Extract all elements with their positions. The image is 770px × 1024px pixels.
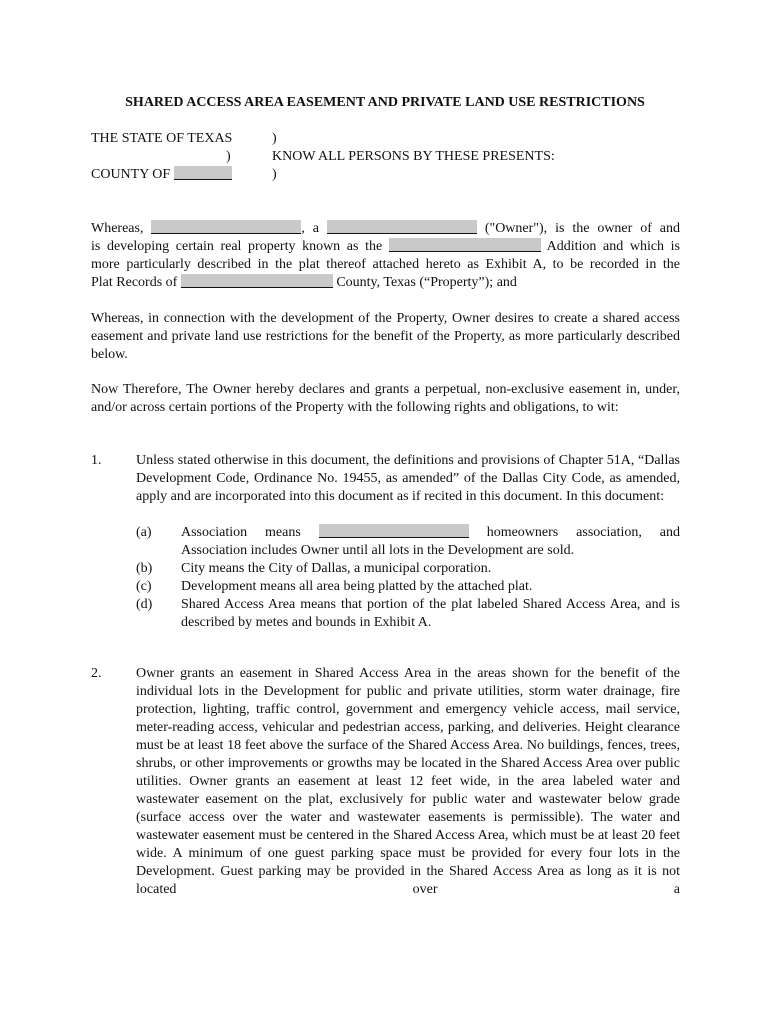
definition-label: (b) [136,561,153,576]
section-2 [91,665,680,899]
paren-2: ) [226,149,231,164]
addition-name-field[interactable] [389,238,541,252]
whereas-line-1: Whereas, , a ("Owner"), is the owner of and [91,221,680,236]
definition-d: (d) Shared Access Area means that portion of the plat labeled Shared Access Area, and is described by metes and bounds in Exhibit A. [136,597,680,630]
paren-3: ) [272,167,277,182]
section-number: 1. [91,453,102,468]
definition-b: (b) City means the City of Dallas, a municipal corporation. [136,561,492,576]
whereas-paragraph-1 [91,220,680,292]
definition-label: (a) [136,525,152,540]
definition-c: (c) Development means all area being platted by the attached plat. [136,579,533,594]
county-text: COUNTY OF [91,167,171,182]
definition-label: (c) [136,579,152,594]
now-therefore-paragraph: Now Therefore, The Owner hereby declares and grants a perpetual, non-exclusive easement in, under, and/or across certain portions of the Property with the following rights and obligations, to wit: [91,382,680,415]
whereas-line-2: is developing certain real property known as the Addition and which is [91,239,680,254]
association-name-field[interactable] [319,524,469,538]
paren-1: ) [272,131,277,146]
definition-a: (a) Association means homeowners association, and Association includes Owner until all lots in the Development are sold. [136,525,681,558]
definition-label: (d) [136,597,153,612]
whereas-paragraph-2: Whereas, in connection with the development of the Property, Owner desires to create a shared access easement and private land use restrictions for the benefit of the Property, as more particularly described below. [91,311,680,362]
section-1 [91,452,680,632]
plat-county-field[interactable] [181,274,333,288]
document-title: SHARED ACCESS AREA EASEMENT AND PRIVATE LAND USE RESTRICTIONS [125,95,645,110]
section-text: Owner grants an easement in Shared Access Area in the areas shown for the benefit of the individual lots in the Development for public and private utilities, storm water drainage, fire protection, lighting, traffic control, government and emergency vehicle access, mail service, meter-reading access, vehicular and pedestrian access, parking, and deliveries. Height clearance must be at least 18 feet above the surface of the Shared Access Area. No buildings, fences, trees, shrubs, or other improvements or growths may be located in the Shared Access Area over public utilities. Owner grants an easement at least 12 feet wide, in the area labeled water and wastewater easement on the plat, exclusively for public water and wastewater below grade (surface access over the water and wastewater easements is permissible). The water and wastewater easement must be centered in the Shared Access Area, which must be at least 20 feet wide. A minimum of one guest parking space must be provided for every four lots in the Development. Guest parking may be provided in the Shared Access Area as long as it is not located over a [136,666,680,897]
whereas-line-4: Plat Records of County, Texas (“Property”); and [91,275,517,290]
owner-name-field[interactable] [151,220,301,234]
section-text: Unless stated otherwise in this document, the definitions and provisions of Chapter 51A, “Dallas Development Code, Ordinance No. 19455, as amended” of the Dallas City Code, as amended, apply and are incorporated into this document as if recited in this document. In this document: [136,453,680,504]
county-field[interactable] [174,166,232,180]
section-number: 2. [91,666,102,681]
owner-entity-field[interactable] [327,220,477,234]
county-label [91,166,232,184]
know-all-persons: KNOW ALL PERSONS BY THESE PRESENTS: [272,149,555,164]
state-label: THE STATE OF TEXAS [91,131,233,146]
whereas-line-3: more particularly described in the plat thereof attached hereto as Exhibit A, to be recorded in the [91,257,680,272]
venue-heading [91,130,691,184]
